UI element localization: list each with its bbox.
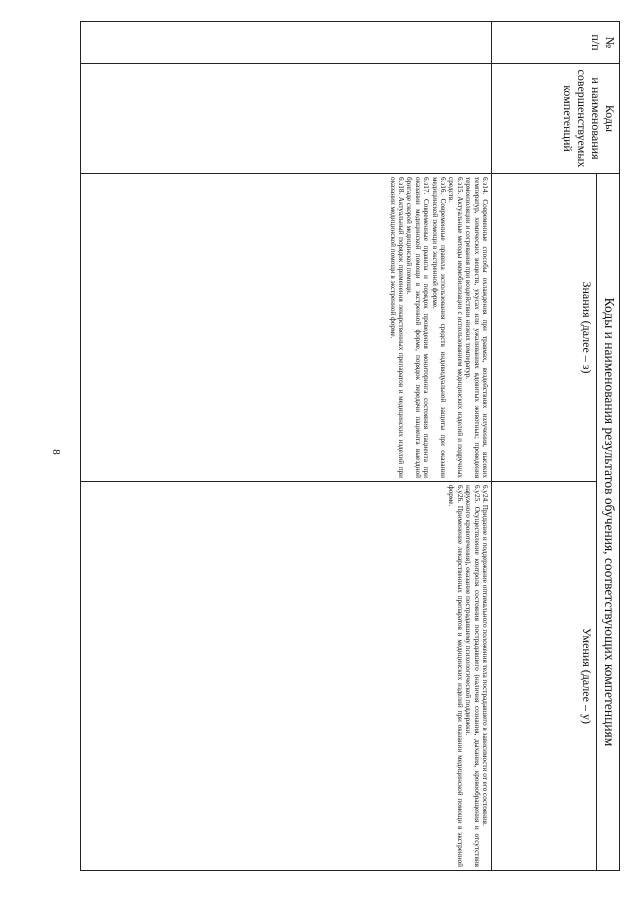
- header-results-group: Коды и наименования результатов обучения, соответствующих компетенциям: [597, 174, 620, 871]
- header-number: № п/п: [492, 22, 620, 64]
- cell-codes: [81, 64, 492, 174]
- cell-skills: [81, 482, 492, 871]
- knowledge-item: 6.з17. Современные правила и порядок проведения мониторинга состояния пациента при оказании медицинской помощи в экстренной форме, порядок передачи пациента выездной бригаде скорой медицинской помощи.: [405, 177, 431, 478]
- header-knowledge: Знания (далее – з): [492, 174, 597, 482]
- rotated-page: [80, 21, 620, 871]
- skill-item: 6.у26. Применение лекарственных препаратов и медицинских изделий при оказании медицинской помощи в экстренной форме.: [447, 485, 464, 867]
- knowledge-item: 6.з16. Современные правила использования средств индивидуальной защиты при оказании медицинской помощи в экстренной форме.: [430, 177, 447, 478]
- knowledge-item: 6.з14. Современные способы охлаждения при травмах, воздействиях излучения, высоких температур, химических веществ, укусах или ужаливаниях ядовитых животных; проведения термоизоляции и согревания при воздействии низких температур.: [464, 177, 489, 478]
- knowledge-item: 6.з15. Актуальные методы иммобилизации с использованием медицинских изделий и подручных средств.: [447, 177, 464, 478]
- skill-item: 6.у25. Осуществление контроля состояния пострадавшего (наличия сознания, дыхания, кровообращения и отсутствия наружного кровотечения), оказание пострадавшему психологической поддержки.: [464, 485, 481, 867]
- header-codes: Коды и наименования совершенствуемых компетенций: [492, 64, 620, 174]
- competencies-table: [80, 21, 620, 871]
- cell-number: [81, 22, 492, 64]
- cell-knowledge: [81, 174, 492, 482]
- page-number: 8: [50, 449, 62, 455]
- header-skills: Умения (далее – у): [492, 482, 597, 871]
- knowledge-item: 6.з18. Актуальный порядок применения лекарственных препаратов и медицинских изделий при оказании медицинской помощи в экстренной форме.: [388, 177, 405, 478]
- table-row: [81, 22, 492, 871]
- skill-item: 6.у24. Придание и поддержание оптимального положения тела пострадавшего в зависимости от его состояния.: [481, 485, 489, 826]
